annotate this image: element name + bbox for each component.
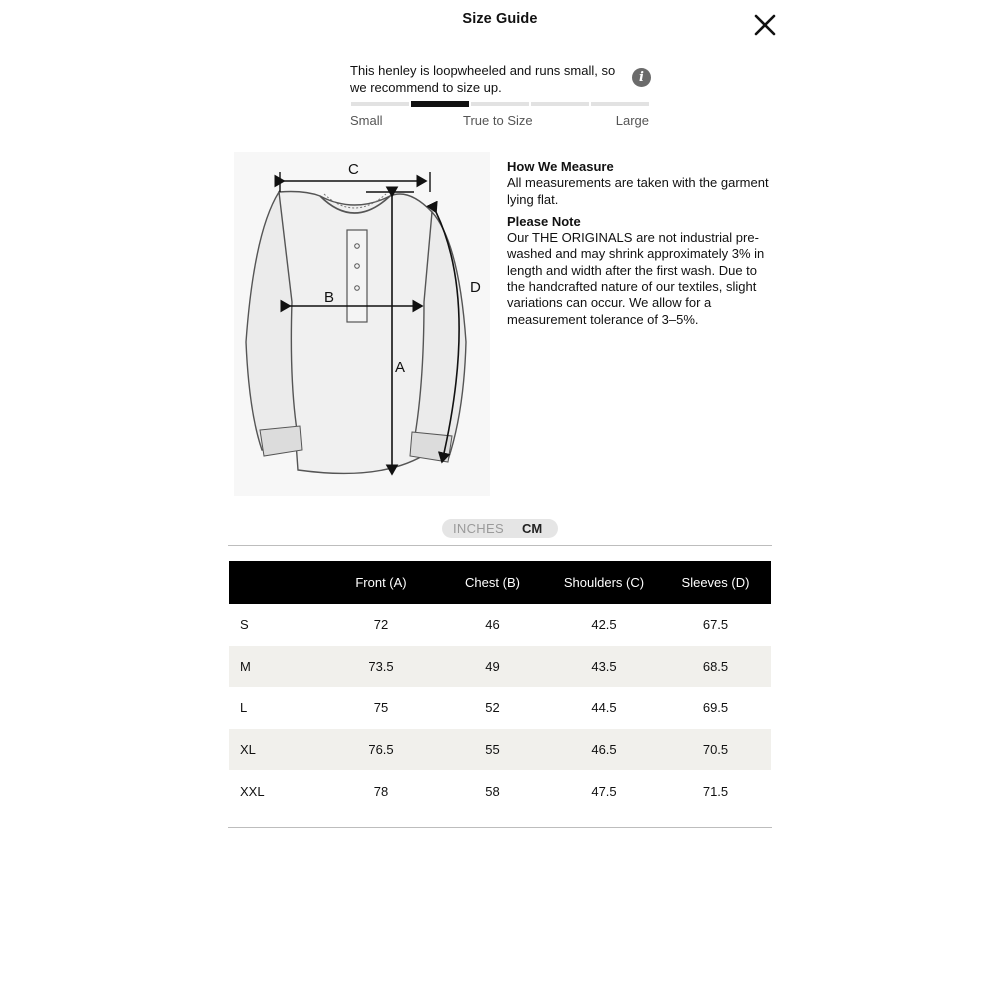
garment-diagram	[234, 152, 490, 496]
table-row	[229, 770, 771, 812]
size-cell: L	[240, 700, 248, 716]
table-header	[229, 561, 771, 604]
please-note-text: Our THE ORIGINALS are not industrial pre-washed and may shrink approximately 3% in length and width after the first wash. Due to the handcrafted nature of our textiles, slight variations can occur. We allow for a measurement tolerance of 3–5%.	[507, 230, 765, 327]
chest-cell: 49	[485, 658, 500, 674]
size-cell: M	[240, 658, 251, 674]
sleeves-cell: 70.5	[702, 742, 729, 758]
shoulders-cell: 44.5	[591, 700, 617, 716]
size-cell: XL	[240, 742, 256, 758]
fit-description: This henley is loopwheeled and runs small, so we recommend to size up.	[350, 63, 616, 95]
size-cell: S	[240, 617, 249, 633]
shoulders-cell: 46.5	[591, 742, 617, 758]
divider-top	[228, 545, 772, 546]
fit-label-true: True to Size	[463, 113, 533, 128]
shoulders-cell: 43.5	[591, 658, 617, 674]
close-icon[interactable]	[752, 12, 778, 38]
fit-indicator	[350, 62, 650, 128]
fit-label-large: Large	[615, 113, 649, 128]
close-button[interactable]	[752, 12, 778, 38]
fit-segment	[471, 102, 529, 106]
label-c: C	[348, 161, 359, 178]
table-row	[229, 729, 771, 771]
please-note-heading: Please Note	[507, 213, 581, 229]
how-we-measure-text: All measurements are taken with the garment lying flat.	[507, 175, 769, 207]
henley-illustration	[234, 152, 490, 496]
chest-cell: 55	[485, 742, 500, 758]
info-icon[interactable]: i	[632, 68, 651, 87]
fit-segment	[351, 102, 409, 106]
measure-info	[507, 159, 769, 334]
fit-segment	[591, 102, 649, 106]
shoulders-cell: 42.5	[591, 617, 617, 633]
fit-segment	[531, 102, 589, 106]
table-row	[229, 646, 771, 688]
sleeves-cell: 67.5	[702, 617, 729, 633]
label-b: B	[324, 289, 335, 306]
front-cell: 73.5	[368, 658, 394, 674]
front-cell: 76.5	[368, 742, 394, 758]
sleeves-cell: 69.5	[702, 700, 729, 716]
header-chest: Chest (B)	[465, 575, 520, 590]
size-table	[229, 561, 771, 812]
chest-cell: 52	[485, 700, 500, 716]
unit-cm-option[interactable]: CM	[522, 521, 543, 536]
fit-segment-active	[411, 101, 469, 107]
front-cell: 75	[373, 700, 389, 716]
shoulders-cell: 47.5	[591, 783, 617, 799]
unit-toggle[interactable]	[442, 519, 558, 538]
front-cell: 72	[373, 617, 389, 633]
fit-label-small: Small	[350, 113, 383, 128]
label-d: D	[470, 279, 481, 296]
front-cell: 78	[373, 783, 389, 799]
sleeves-cell: 68.5	[702, 658, 729, 674]
chest-cell: 58	[485, 783, 500, 799]
header-shoulders: Shoulders (C)	[563, 575, 645, 590]
modal-title: Size Guide	[462, 11, 538, 27]
chest-cell: 46	[485, 617, 500, 633]
sleeves-cell: 71.5	[702, 783, 729, 799]
table-row	[229, 604, 771, 646]
label-a: A	[395, 359, 406, 376]
header-front: Front (A)	[355, 575, 407, 590]
fit-scale	[351, 101, 649, 107]
how-we-measure-heading: How We Measure	[507, 159, 614, 174]
unit-inches-option[interactable]: INCHES	[453, 521, 504, 536]
size-cell: XXL	[240, 783, 265, 799]
divider-bottom	[228, 827, 772, 828]
table-row	[229, 687, 771, 729]
header-sleeves: Sleeves (D)	[681, 575, 750, 590]
